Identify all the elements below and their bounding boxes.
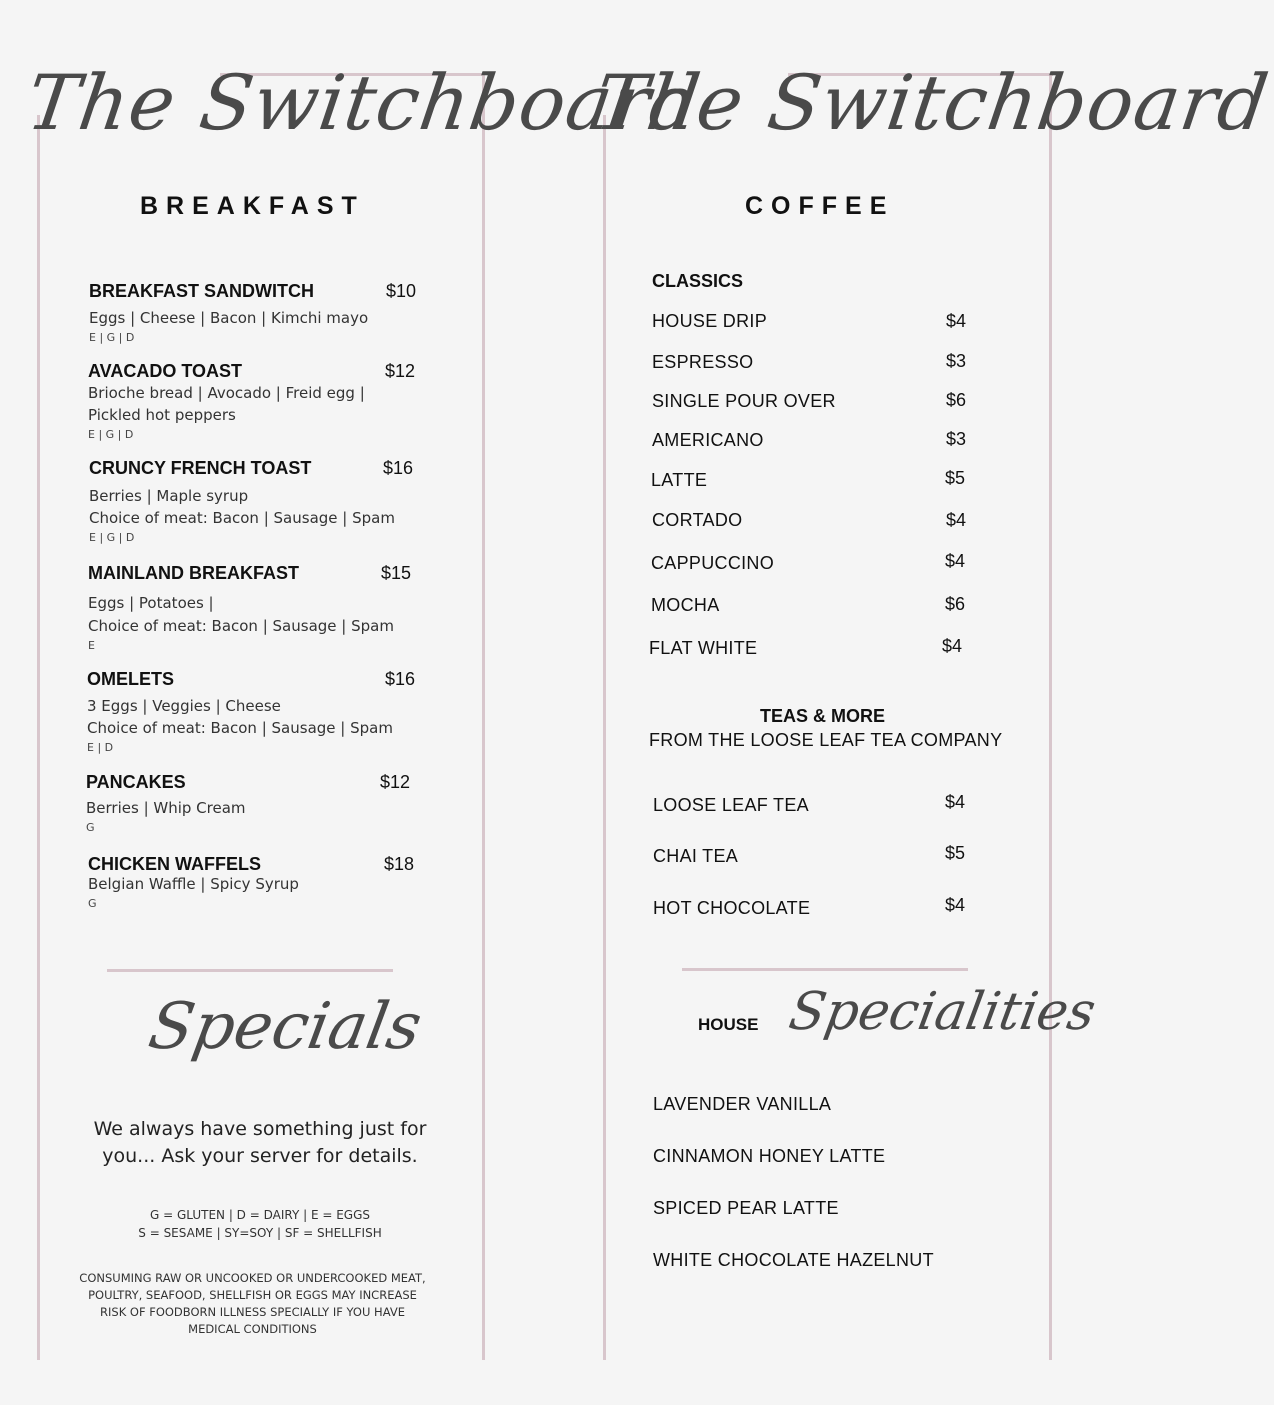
menu-item-name: AVACADO TOAST <box>88 361 243 381</box>
menu-item-name: BREAKFAST SANDWITCH <box>89 281 314 301</box>
disclaimer-line: CONSUMING RAW OR UNCOOKED OR UNDERCOOKED MEAT, <box>79 1271 426 1285</box>
menu-item-allergens: G <box>86 821 95 834</box>
coffee-item-name: AMERICANO <box>652 430 764 450</box>
disclaimer-line: MEDICAL CONDITIONS <box>188 1322 317 1336</box>
brand-logo-right: The Switchboard <box>589 58 1274 147</box>
tea-item-price: $4 <box>945 792 966 812</box>
coffee-item-price: $4 <box>946 510 967 530</box>
menu-item-price: $12 <box>380 772 411 792</box>
coffee-item-name: SINGLE POUR OVER <box>652 391 836 411</box>
menu-item-name: CRUNCY FRENCH TOAST <box>89 458 312 478</box>
menu-item-price: $15 <box>381 563 412 583</box>
tea-item-name: CHAI TEA <box>653 846 739 866</box>
breakfast-title: BREAKFAST <box>140 192 365 220</box>
coffee-item-price: $4 <box>945 551 966 571</box>
allergen-legend <box>60 1206 460 1242</box>
menu-item-allergens: G <box>88 897 97 910</box>
tea-item-name: HOT CHOCOLATE <box>653 898 811 918</box>
speciality-item: SPICED PEAR LATTE <box>653 1198 839 1218</box>
menu-item-description: Choice of meat: Bacon | Sausage | Spam <box>89 509 395 527</box>
speciality-item: CINNAMON HONEY LATTE <box>653 1146 886 1166</box>
teas-heading: TEAS & MORE <box>760 706 886 726</box>
coffee-item-price: $3 <box>946 429 967 449</box>
menu-item-name: MAINLAND BREAKFAST <box>88 563 299 583</box>
menu-item-description: Pickled hot peppers <box>88 406 236 424</box>
coffee-item-name: MOCHA <box>651 595 720 615</box>
classics-heading: CLASSICS <box>652 271 744 291</box>
coffee-item-name: CORTADO <box>652 510 743 530</box>
speciality-item: WHITE CHOCOLATE HAZELNUT <box>653 1250 934 1270</box>
menu-item-description: Choice of meat: Bacon | Sausage | Spam <box>87 719 393 737</box>
menu-item-allergens: E | G | D <box>89 331 135 344</box>
menu-item-allergens: E <box>88 639 95 652</box>
specials-text <box>60 1116 460 1170</box>
menu-item-allergens: E | D <box>87 741 114 754</box>
disclaimer <box>60 1270 445 1338</box>
coffee-item-name: LATTE <box>651 470 708 490</box>
coffee-item-name: FLAT WHITE <box>649 638 758 658</box>
speciality-item: LAVENDER VANILLA <box>653 1094 832 1114</box>
coffee-title: COFFEE <box>745 192 895 220</box>
left-frame-left <box>37 115 40 1360</box>
legend-line: G = GLUTEN | D = DAIRY | E = EGGS <box>149 1208 371 1222</box>
menu-item-allergens: E | G | D <box>88 428 134 441</box>
menu-item-description: Choice of meat: Bacon | Sausage | Spam <box>88 617 394 635</box>
menu-item-description: Belgian Waffle | Spicy Syrup <box>88 875 299 893</box>
menu-item-name: CHICKEN WAFFELS <box>88 854 261 874</box>
coffee-item-price: $6 <box>946 390 967 410</box>
house-label: HOUSE <box>698 1015 759 1034</box>
menu-item-price: $16 <box>385 669 416 689</box>
brand-logo-left: The Switchboard <box>21 58 707 147</box>
legend-line: S = SESAME | SY=SOY | SF = SHELLFISH <box>138 1226 382 1240</box>
coffee-item-name: ESPRESSO <box>652 352 754 372</box>
menu-item-description: Eggs | Potatoes | <box>88 594 214 612</box>
right-divider <box>682 968 968 971</box>
specials-text-line: you... Ask your server for details. <box>102 1145 418 1167</box>
coffee-item-price: $4 <box>946 311 967 331</box>
coffee-item-price: $3 <box>946 351 967 371</box>
tea-item-name: LOOSE LEAF TEA <box>653 795 809 815</box>
menu-item-allergens: E | G | D <box>89 531 135 544</box>
menu-item-name: PANCAKES <box>86 772 186 792</box>
right-frame-right <box>1049 73 1052 1360</box>
coffee-item-price: $4 <box>942 636 963 656</box>
menu-item-description: Eggs | Cheese | Bacon | Kimchi mayo <box>89 309 369 327</box>
menu-item-price: $12 <box>385 361 416 381</box>
coffee-item-name: HOUSE DRIP <box>652 311 768 331</box>
disclaimer-line: RISK OF FOODBORN ILLNESS SPECIALLY IF YOU HAVE <box>100 1305 405 1319</box>
specials-text-line: We always have something just for <box>93 1118 427 1140</box>
menu-item-description: 3 Eggs | Veggies | Cheese <box>87 697 281 715</box>
disclaimer-line: POULTRY, SEAFOOD, SHELLFISH OR EGGS MAY INCREASE <box>88 1288 417 1302</box>
menu-item-price: $10 <box>386 281 417 301</box>
tea-item-price: $4 <box>945 895 966 915</box>
menu-item-description: Brioche bread | Avocado | Freid egg | <box>88 384 365 402</box>
coffee-item-name: CAPPUCCINO <box>651 553 775 573</box>
coffee-item-price: $5 <box>945 468 966 488</box>
right-frame-left <box>603 115 606 1360</box>
coffee-item-price: $6 <box>945 594 966 614</box>
menu-item-description: Berries | Whip Cream <box>86 799 246 817</box>
menu-item-name: OMELETS <box>87 669 175 689</box>
teas-subheading: FROM THE LOOSE LEAF TEA COMPANY <box>649 730 1003 750</box>
specials-title: Specials <box>143 990 427 1064</box>
left-divider <box>107 969 393 972</box>
menu-item-price: $18 <box>384 854 415 874</box>
specialities-title: Specialities <box>784 982 1100 1042</box>
tea-item-price: $5 <box>945 843 966 863</box>
left-frame-right <box>482 73 485 1360</box>
menu-item-price: $16 <box>383 458 414 478</box>
menu-item-description: Berries | Maple syrup <box>89 487 249 505</box>
